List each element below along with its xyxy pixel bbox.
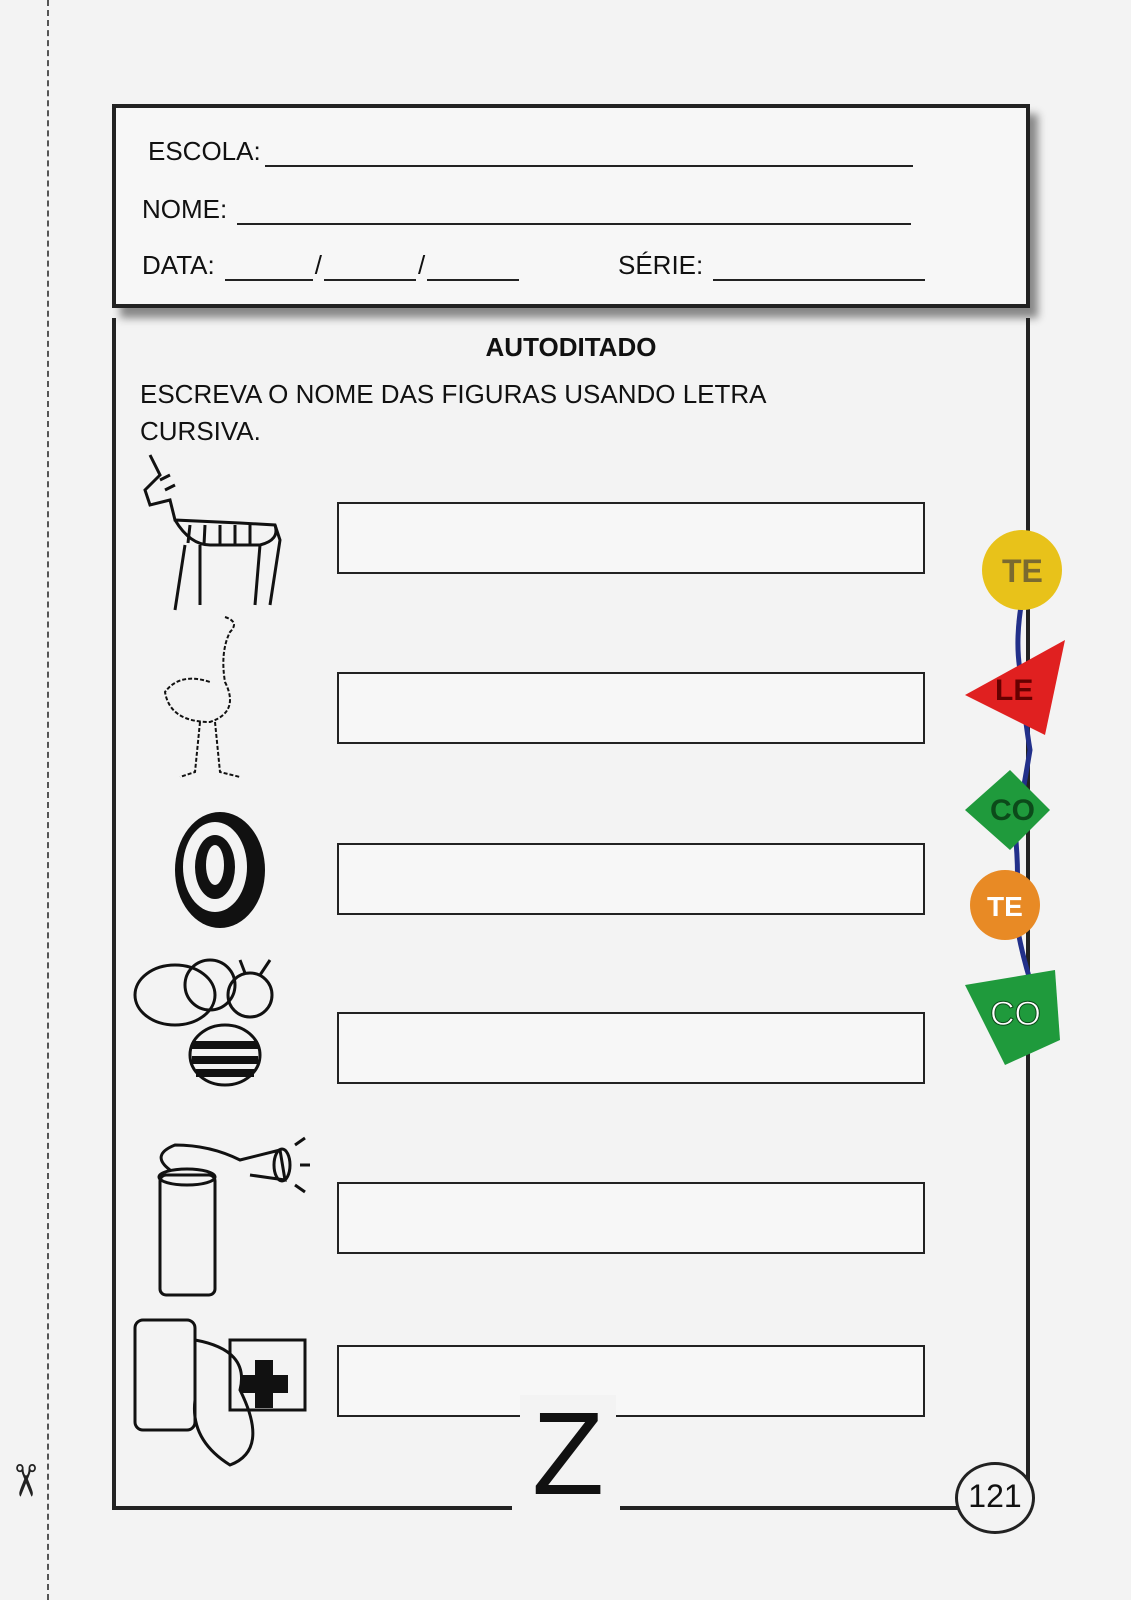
instruction-text: ESCREVA O NOME DAS FIGURAS USANDO LETRA CURSIVA. (140, 379, 766, 446)
answer-box-2[interactable] (337, 672, 925, 744)
date-label: DATA: (142, 250, 215, 280)
featured-letter: Z (520, 1395, 616, 1513)
date-separator: / (314, 250, 322, 280)
syllable-1: TE (1002, 553, 1043, 589)
frame-bottom-line (112, 1506, 512, 1510)
school-input-line[interactable] (265, 141, 913, 167)
syllable-4: TE (987, 891, 1023, 922)
answer-box-5[interactable] (337, 1182, 925, 1254)
school-label: ESCOLA: (148, 136, 261, 166)
answer-box-3[interactable] (337, 843, 925, 915)
cut-line (47, 0, 49, 1600)
syllable-5: CO (990, 995, 1041, 1033)
horn-icon (130, 1130, 310, 1300)
answer-box-1[interactable] (337, 502, 925, 574)
answer-box-4[interactable] (337, 1012, 925, 1084)
syllable-3: CO (990, 794, 1035, 827)
date-day-line[interactable] (225, 255, 313, 281)
header-box (112, 104, 1030, 308)
school-field[interactable] (148, 136, 913, 167)
grade-field[interactable] (618, 250, 925, 281)
name-field[interactable] (142, 194, 911, 225)
name-input-line[interactable] (237, 199, 911, 225)
syllable-chain-decoration (960, 520, 1070, 1100)
date-separator: / (417, 250, 426, 280)
name-label: NOME: (142, 194, 228, 224)
frame-bottom-line (620, 1506, 960, 1510)
date-field[interactable] (142, 250, 519, 281)
ostrich-icon (130, 612, 310, 782)
grade-label: SÉRIE: (618, 250, 704, 280)
syllable-2: LE (995, 674, 1034, 707)
bandage-kit-icon (130, 1300, 310, 1470)
page-number: 121 (955, 1462, 1035, 1534)
scissors-icon: ✂ (0, 1462, 49, 1499)
bee-icon (130, 955, 310, 1125)
worksheet-title: AUTODITADO (485, 332, 657, 362)
date-year-line[interactable] (427, 255, 519, 281)
date-month-line[interactable] (324, 255, 416, 281)
answer-box-6[interactable] (337, 1345, 925, 1417)
letter-o-ring-icon (130, 785, 310, 955)
zebra-icon (130, 445, 310, 615)
grade-input-line[interactable] (713, 255, 925, 281)
